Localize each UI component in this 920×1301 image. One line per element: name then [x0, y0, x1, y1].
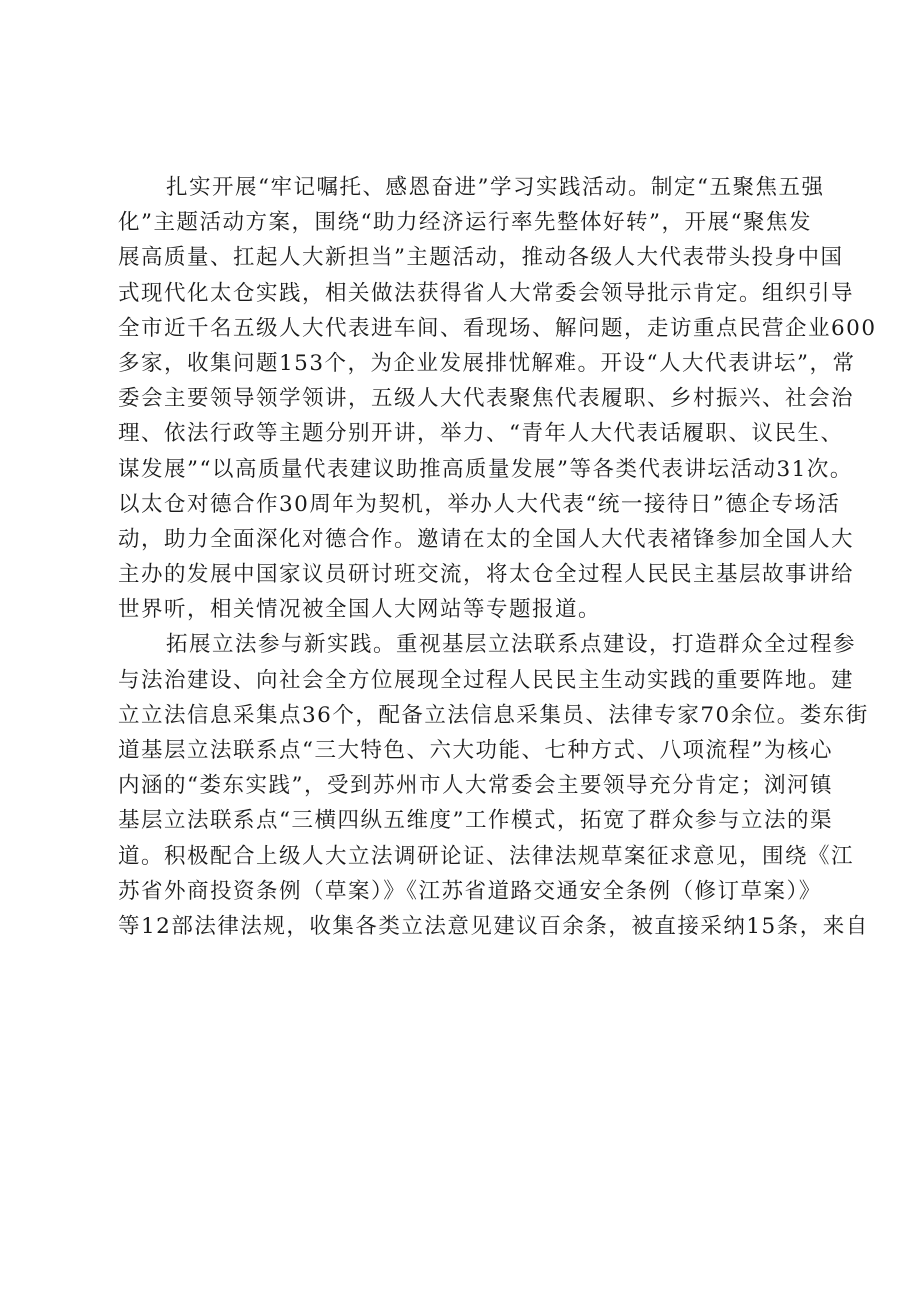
- text-line: 全市近千名五级人大代表进车间、看现场、解问题，走访重点民营企业600: [118, 315, 877, 341]
- text-line: 基层立法联系点“三横四纵五维度”工作模式，拓宽了群众参与立法的渠: [118, 808, 833, 834]
- text-line: 展高质量、扛起人大新担当”主题活动，推动各级人大代表带头投身中国: [118, 245, 844, 271]
- text-line: 苏省外商投资条例（草案）》《江苏省道路交通安全条例（修订草案）》: [118, 878, 822, 904]
- text-line: 世界听，相关情况被全国人大网站等专题报道。: [118, 597, 602, 623]
- text-line: 谋发展”“以高质量代表建议助推高质量发展”等各类代表讲坛活动31次。: [118, 456, 853, 482]
- text-line: 主办的发展中国家议员研讨班交流，将太仓全过程人民民主基层故事讲给: [118, 562, 855, 588]
- text-line: 理、依法行政等主题分别开讲，举力、“青年人大代表话履职、议民生、: [118, 421, 844, 447]
- text-line: 多家，收集问题153个，为企业发展排忧解难。开设“人大代表讲坛”，常: [118, 350, 856, 376]
- text-line: 扎实开展“牢记嘱托、感恩奋进”学习实践活动。制定“五聚焦五强: [166, 175, 825, 200]
- document-body: [118, 170, 877, 944]
- text-line: 化”主题活动方案，围绕“助力经济运行率先整体好转”，开展“聚焦发: [118, 210, 812, 236]
- text-line: 拓展立法参与新实践。重视基层立法联系点建设，打造群众全过程参: [166, 632, 857, 658]
- paragraph-1: [118, 170, 877, 627]
- paragraph-2: [118, 627, 869, 944]
- text-line: 立立法信息采集点36个，配备立法信息采集员、法律专家70余位。娄东街: [118, 702, 869, 728]
- text-line: 式现代化太仓实践，相关做法获得省人大常委会领导批示肯定。组织引导: [118, 280, 855, 306]
- text-line: 以太仓对德合作30周年为契机，举办人大代表“统一接待日”德企专场活: [118, 491, 841, 517]
- text-line: 内涵的“娄东实践”，受到苏州市人大常委会主要领导充分肯定；浏河镇: [118, 773, 833, 799]
- text-line: 动，助力全面深化对德合作。邀请在太的全国人大代表褚锋参加全国人大: [118, 526, 855, 552]
- text-line: 委会主要领导领学领讲，五级人大代表聚焦代表履职、乡村振兴、社会治: [118, 386, 855, 412]
- text-line: 道基层立法联系点“三大特色、六大功能、七种方式、八项流程”为核心: [118, 738, 833, 763]
- text-line: 与法治建设、向社会全方位展现全过程人民民主生动实践的重要阵地。建: [118, 667, 855, 693]
- text-line: 等12部法律法规，收集各类立法意见建议百余条，被直接采纳15条，来自: [118, 913, 869, 939]
- text-line: 道。积极配合上级人大立法调研论证、法律法规草案征求意见，围绕《江: [118, 843, 855, 869]
